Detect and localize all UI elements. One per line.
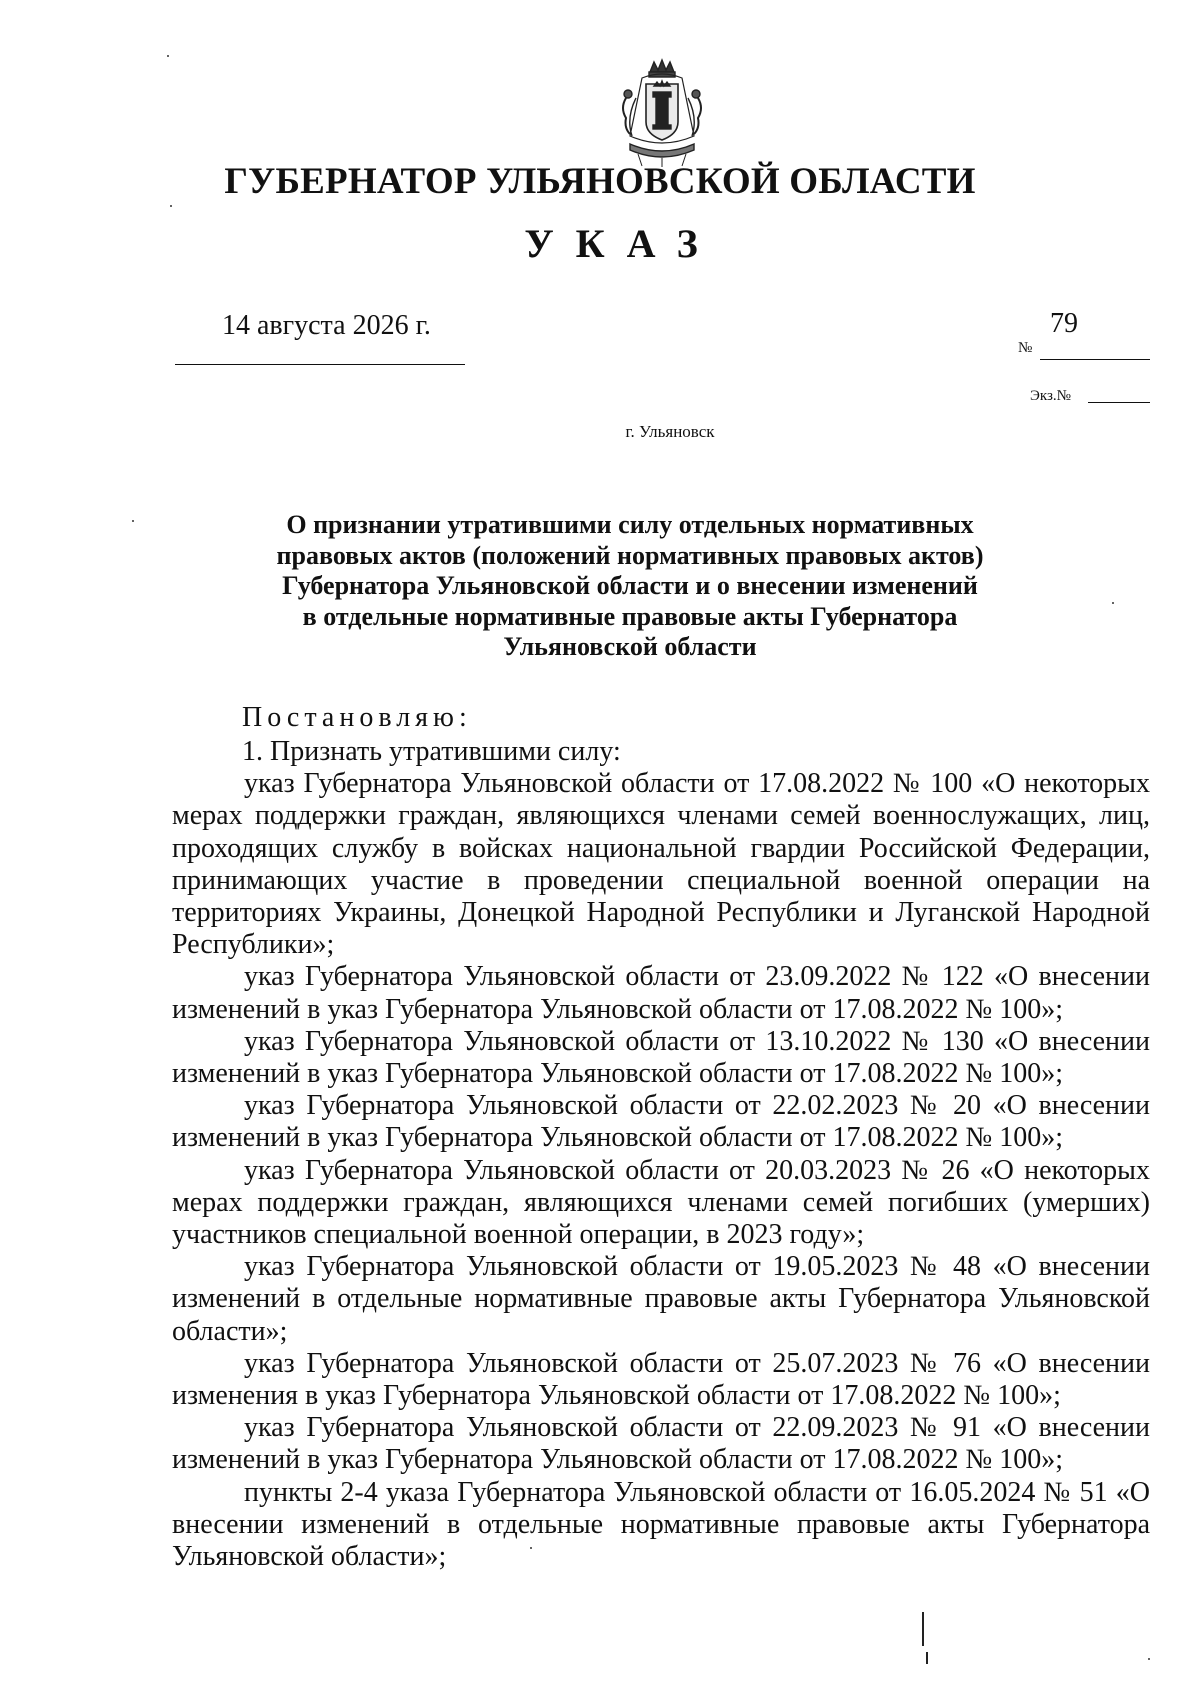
decree-heading [200, 510, 1060, 663]
paragraph: указ Губернатора Ульяновской области от 22.02.2023 № 20 «О внесении изменений в указ Губернатора Ульяновской области от 17.08.2022 № 100»; [172, 1090, 1150, 1154]
scan-mark [922, 1612, 924, 1646]
city: г. Ульяновск [625, 422, 715, 441]
scan-speck [170, 205, 172, 207]
copy-number-label: Экз.№ [1030, 388, 1071, 404]
heading-line: Губернатора Ульяновской области и о внесении изменений [282, 571, 978, 600]
paragraph: указ Губернатора Ульяновской области от 20.03.2023 № 26 «О некоторых мерах поддержки граждан, являющихся членами семей погибших (умерших) участников специальной военной операции, в 2023 году»; [172, 1154, 1150, 1251]
scan-mark [926, 1652, 928, 1664]
paragraph: указ Губернатора Ульяновской области от 25.07.2023 № 76 «О внесении изменения в указ Губернатора Ульяновской области от 17.08.2022 № 100»; [172, 1347, 1150, 1412]
coat-of-arms-icon [612, 58, 712, 168]
heading-line: правовых актов (положений нормативных правовых актов) [276, 540, 984, 570]
scan-speck [132, 520, 134, 522]
paragraph: указ Губернатора Ульяновской области от 19.05.2023 № 48 «О внесении изменений в отдельные нормативные правовые акты Губернатора Ульяновской области»; [172, 1251, 1150, 1347]
scan-speck [530, 1547, 532, 1549]
scan-speck [167, 55, 169, 57]
document-type: УКАЗ [524, 221, 720, 266]
paragraph: 1. Признать утратившими силу: [242, 736, 621, 767]
heading-line: Ульяновской области [503, 632, 757, 661]
number-label: № [1018, 340, 1033, 356]
copy-number-underline [1088, 402, 1150, 403]
paragraph: указ Губернатора Ульяновской области от 23.09.2022 № 122 «О внесении изменений в указ Губернатора Ульяновской области от 17.08.2022 № 100»; [172, 961, 1150, 1025]
issuer-title: ГУБЕРНАТОР УЛЬЯНОВСКОЙ ОБЛАСТИ [224, 161, 976, 202]
paragraph: указ Губернатора Ульяновской области от 22.09.2023 № 91 «О внесении изменений в указ Губернатора Ульяновской области от 17.08.2022 № 100»; [172, 1412, 1150, 1476]
heading-line: О признании утратившими силу отдельных нормативных [286, 510, 974, 539]
scan-speck [1148, 1658, 1150, 1660]
paragraph: указ Губернатора Ульяновской области от 13.10.2022 № 130 «О внесении изменений в указ Губернатора Ульяновской области от 17.08.2022 № 100»; [172, 1025, 1150, 1090]
paragraph: пункты 2-4 указа Губернатора Ульяновской области от 16.05.2024 № 51 «О внесении изменений в отдельные нормативные правовые акты Губернатора Ульяновской области»; [172, 1476, 1150, 1573]
number-underline [1040, 359, 1150, 360]
heading-line: в отдельные нормативные правовые акты Губернатора [302, 601, 958, 631]
decree-date: 14 августа 2026 г. [222, 310, 431, 341]
scan-speck [1112, 602, 1114, 604]
decree-word: Постановляю: [242, 702, 472, 733]
paragraph: указ Губернатора Ульяновской области от 17.08.2022 № 100 «О некоторых мерах поддержки граждан, являющихся членами семей военнослужащих, лиц, проходящих службу в войсках национальной гвардии Российской Федерации, принимающих участие в проведении специальной военной операции на территориях Украины, Донецкой Народной Республики и Луганской Народной Республики»; [172, 768, 1150, 961]
decree-body [172, 736, 1150, 1573]
date-underline [175, 364, 465, 365]
decree-number: 79 [1050, 308, 1078, 339]
